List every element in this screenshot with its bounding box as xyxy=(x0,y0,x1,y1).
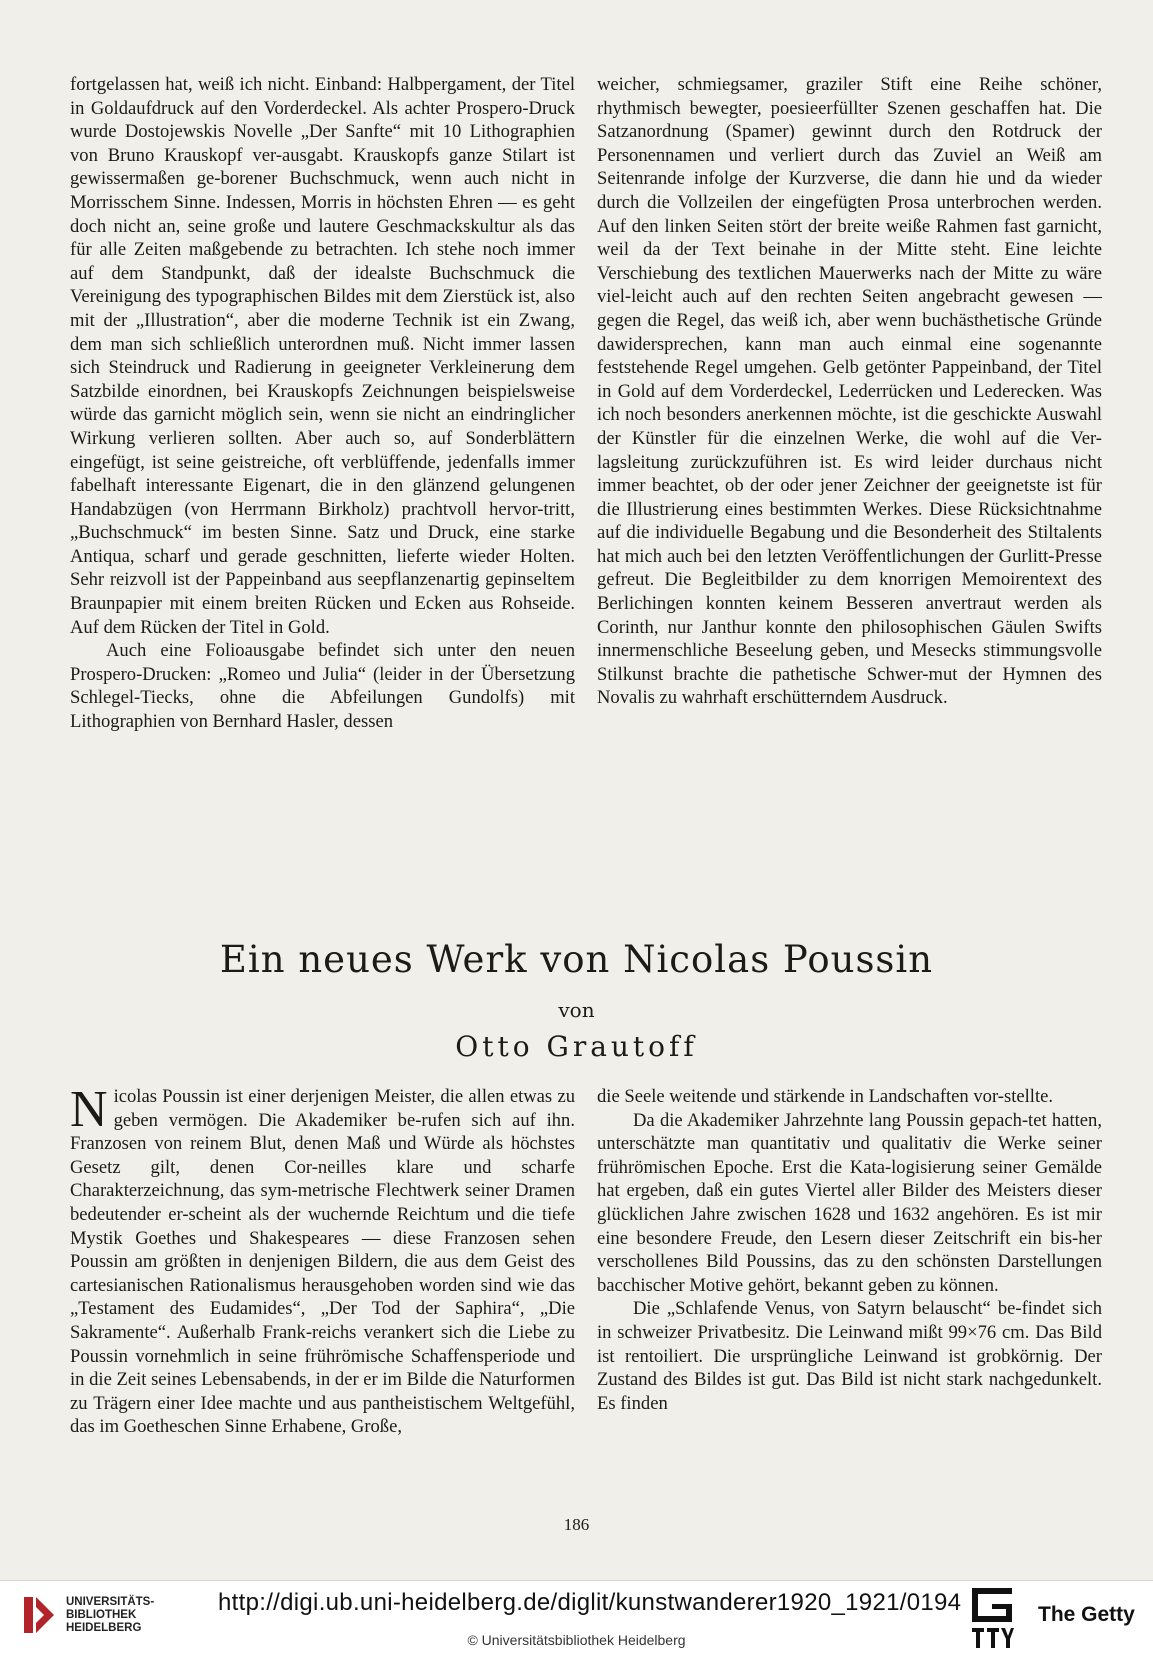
getty-label: The Getty xyxy=(1038,1603,1135,1626)
top-left-column xyxy=(70,73,575,734)
article-byline-von: von xyxy=(558,998,595,1022)
paragraph xyxy=(70,1081,575,1439)
university-library-logo-icon xyxy=(22,1595,56,1635)
library-name-line: UNIVERSITÄTS- xyxy=(66,1596,155,1608)
copyright-notice: © Universitätsbibliothek Heidelberg xyxy=(467,1632,686,1648)
library-name-line: HEIDELBERG xyxy=(66,1622,142,1634)
top-right-column xyxy=(597,73,1102,710)
article-author: Otto Grautoff xyxy=(455,1030,698,1063)
paragraph: Die „Schlafende Venus, von Satyrn belauscht“ be-findet sich in schweizer Privatbesitz. Die Leinwand mißt 99×76 cm. Das Bild ist rentoiliert. Die ursprüngliche Leinwand ist grobkörnig. Der Zustand des Bildes ist gut. Das Bild ist nicht stark nachgedunkelt. Es finden xyxy=(597,1298,1102,1414)
paragraph-text: icolas Poussin ist einer derjenigen Meister, die allen etwas zu geben vermögen. Die Akademiker be-rufen sich auf ihn. Franzosen von reinem Blut, denen Maß und Würde als höchstes Gesetz gilt, denen Cor-neilles klare und scharfe Charakterzeichnung, das sym-metrische Flechtwerk seiner Dramen bedeutender er-scheint als der wuchernde Reichtum und die tiefe Mystik Goethes und Shakespeares — diese Franzosen sehen Poussin am größten in denjenigen Bildern, die aus dem Geist des cartesianischen Rationalismus herausgehoben worden sind wie das „Testament des Eudamides“, „Der Tod der Saphira“, „Die Sakramente“. Außerhalb Frank-reichs verankert sich die Liebe zu Poussin vornehmlich in seine frührömische Schaffensperiode und in die Zeit seines Lebensabends, in der er im Bilde die Naturformen zu Trägern einer Idee machte und aus pantheistischem Weltgefühl, das im Goetheschen Sinne Erhabene, Große, xyxy=(70,1086,575,1438)
paragraph: Auch eine Folioausgabe befindet sich unter den neuen Prospero-Drucken: „Romeo und Julia“ (leider in der Übersetzung Schlegel-Tiecks, ohne die Abfeilungen Gundolfs) mit Lithographien von Bernhard Hasler, dessen xyxy=(70,640,575,733)
library-name-line: BIBLIOTHEK xyxy=(66,1609,137,1621)
page-number: 186 xyxy=(563,1515,590,1534)
permalink-url[interactable]: http://digi.ub.uni-heidelberg.de/diglit/kunstwanderer1920_1921/0194 xyxy=(218,1589,962,1616)
getty-logo-icon xyxy=(970,1586,1014,1652)
paragraph: Da die Akademiker Jahrzehnte lang Poussin gepach-tet hatten, unterschätzte man quantitativ und qualitativ die Werke seiner frührömischen Epoche. Erst die Kata-logisierung seiner Gemälde hat ergeben, daß ein gutes Viertel aller Bilder des Meisters dieser glücklichen Jahre zwischen 1628 und 1632 angehören. Es ist mir eine besondere Freude, den Lesern dieser Zeitschrift ein bis-her verschollenes Bild Poussins, das zu den schönsten Darstellungen bacchischer Motive gehört, bekannt geben zu können. xyxy=(597,1109,1102,1296)
bottom-right-column xyxy=(597,1085,1102,1415)
paragraph: die Seele weitende und stärkende in Landschaften vor-stellte. xyxy=(597,1086,1054,1107)
paragraph: fortgelassen hat, weiß ich nicht. Einband: Halbpergament, der Titel in Goldaufdruck auf den Vorderdeckel. Als achter Prospero-Druck wurde Dostojewskis Novelle „Der Sanfte“ mit 10 Lithographien von Bruno Krauskopf ver-ausgabt. Krauskopfs ganze Stilart ist gewissermaßen ge-borener Buchschmuck, wenn auch nicht in Morrisschem Sinne. Indessen, Morris in höchsten Ehren — es geht doch nicht an, seine große und lautere Geschmackskultur als das für alle Zeiten maßgebende zu betrachten. Ich stehe noch immer auf dem Standpunkt, daß der idealste Buchschmuck die Vereinigung des typographischen Bildes mit dem Zierstück ist, also mit der „Illustration“, aber die moderne Technik ist ein Zwang, dem man sich schließlich unterordnen muß. Nicht immer lassen sich Steindruck und Radierung in geeigneter Verkleinerung dem Satzbilde einordnen, bei Krauskopfs Zeichnungen beispielsweise würde das garnicht möglich sein, wenn sie nicht an eindringlicher Wirkung verlieren sollten. Aber auch so, auf Sonderblättern eingefügt, ist seine geistreiche, oft verblüffende, jedenfalls immer fabelhaft interessante Eigenart, die in den glänzend gelungenen Handabzügen (von Herrmann Birkholz) prachtvoll hervor-tritt, „Buchschmuck“ im besten Sinne. Satz und Druck, eine starke Antiqua, scharf und gerade geschnitten, lieferte wieder Holten. Sehr reizvoll ist der Pappeinband aus seepflanzenartig gepinseltem Braunpapier mit einem breiten Rücken und Ecken aus Rohseide. Auf dem Rücken der Titel in Gold. xyxy=(70,74,575,638)
paragraph: weicher, schmiegsamer, graziler Stift eine Reihe schöner, rhythmisch bewegter, poesieerfüllter Szenen geschaffen hat. Die Satzanordnung (Spamer) gewinnt durch den Rotdruck der Personennamen und verliert durch das Zuviel an Weiß am Seitenrande infolge der Kurzverse, die dann hie und da wieder durch die Vollzeilen der eingefügten Prosa unterbrochen werden. Auf den linken Seiten stört der breite weiße Rahmen fast garnicht, weil da der Text beinahe in der Mitte steht. Eine leichte Verschiebung des textlichen Mauerwerks nach der Mitte zu wäre viel-leicht auch auf den rechten Seiten angebracht gewesen — gegen die Regel, das weiß ich, aber wenn buchästhetische Gründe dawidersprechen, kann man auch einmal eine sogenannte feststehende Regel umgehen. Gelb getönter Pappeinband, der Titel in Gold auf dem Vorderdeckel, Lederrücken und Lederecken. Was ich noch besonders anerkennen möchte, ist die geschickte Auswahl der Künstler für die einzelnen Werke, die wohl auf die Ver-lagsleitung zurückzuführen ist. Es wird leider durchaus nicht immer beachtet, ob der oder jener Zeichner der geeignetste ist für die Illustrierung eines bestimmten Werkes. Diese Rücksichtnahme auf die individuelle Begabung und die Besonderheit des Stiltalents hat mich auch bei den letzten Veröffentlichungen der Gurlitt-Presse gefreut. Die Begleitbilder zu dem knorrigen Memoirentext des Berlichingen konnten keinem Besseren anvertraut werden als Corinth, nur Janthur konnte den philosophischen Gäulen Swifts innermenschliche Beseelung geben, und Mesecks stimmungsvolle Stilkunst brachte die pathetische Schwer-mut der Hymnen des Novalis zu wahrhaft erschütterndem Ausdruck. xyxy=(597,74,1102,709)
library-name xyxy=(66,1596,154,1635)
bottom-left-column xyxy=(70,1081,575,1439)
drop-cap: N xyxy=(70,1081,108,1138)
footer-bar xyxy=(0,1580,1153,1658)
article-title: Ein neues Werk von Nicolas Poussin xyxy=(219,938,934,981)
